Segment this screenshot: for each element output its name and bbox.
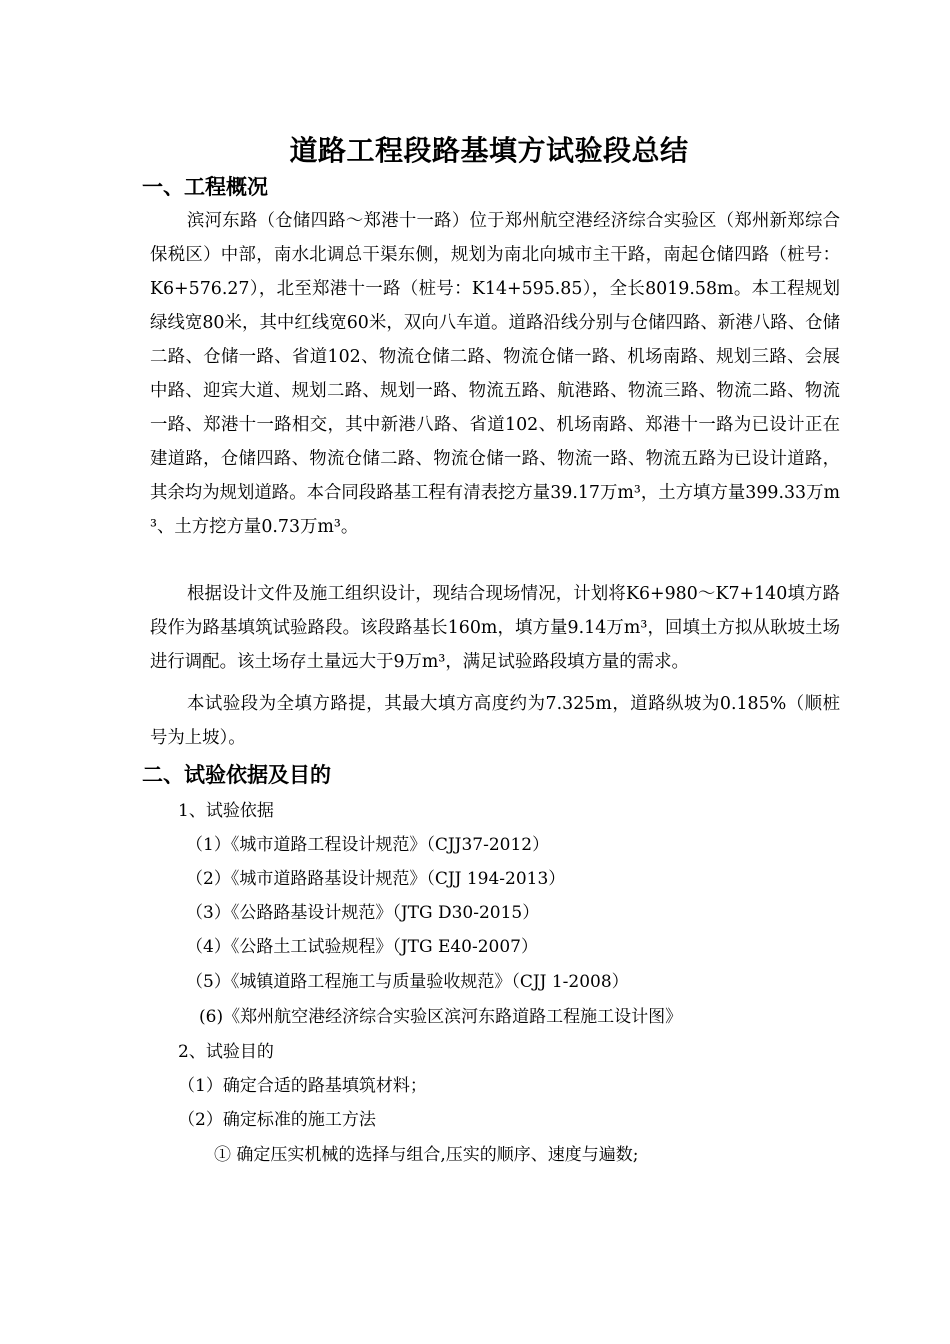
basis-item: （5）《城镇道路工程施工与质量验收规范》（CJJ 1-2008） [186,972,629,992]
basis-subheading: 1、试验依据 [178,801,274,821]
purpose-sub-item: ① 确定压实机械的选择与组合,压实的顺序、速度与遍数; [214,1145,639,1165]
purpose-subheading: 2、试验目的 [178,1042,274,1062]
basis-item: （2）《城市道路路基设计规范》（CJJ 194-2013） [186,869,566,889]
overview-paragraph-3: 本试验段为全填方路提，其最大填方高度约为7.325m，道路纵坡为0.185%（顺桩号为上坡）。 [150,694,840,748]
basis-item: (6)《郑州航空港经济综合实验区滨河东路道路工程施工设计图》 [199,1007,683,1027]
basis-item: （3）《公路路基设计规范》（JTG D30-2015） [186,903,540,923]
basis-item: （1）《城市道路工程设计规范》（CJJ37-2012） [186,835,550,855]
basis-item: （4）《公路土工试验规程》（JTG E40-2007） [186,937,539,957]
overview-paragraph-2: 根据设计文件及施工组织设计，现结合现场情况，计划将K6+980～K7+140填方路段作为路基填筑试验路段。该段路基长160m，填方量9.14万m³，回填土方拟从耿坡土场进行调配。该土场存土量远大于9万m³，满足试验路段填方量的需求。 [150,584,840,672]
purpose-item: （1）确定合适的路基填筑材料； [178,1076,427,1096]
section-heading-basis-purpose: 二、试验依据及目的 [142,763,331,787]
purpose-item: （2）确定标准的施工方法 [178,1110,376,1130]
section-heading-overview: 一、工程概况 [142,175,268,199]
overview-paragraph-1: 滨河东路（仓储四路～郑港十一路）位于郑州航空港经济综合实验区（郑州新郑综合保税区）中部，南水北调总干渠东侧，规划为南北向城市主干路，南起仓储四路（桩号：K6+576.27），北至郑港十一路（桩号：K14+595.85），全长8019.58m。本工程规划绿线宽80米，其中红线宽60米，双向八车道。道路沿线分别与仓储四路、新港八路、仓储二路、仓储一路、省道102、物流仓储二路、物流仓储一路、机场南路、规划三路、会展中路、迎宾大道、规划二路、规划一路、物流五路、航港路、物流三路、物流二路、物流一路、郑港十一路相交，其中新港八路、省道102、机场南路、郑港十一路为已设计正在建道路，仓储四路、物流仓储二路、物流仓储一路、物流一路、物流五路为已设计道路，其余均为规划道路。本合同段路基工程有清表挖方量39.17万m³，土方填方量399.33万m³、土方挖方量0.73万m³。 [150,211,840,537]
document-title: 道路工程段路基填方试验段总结 [289,134,689,167]
